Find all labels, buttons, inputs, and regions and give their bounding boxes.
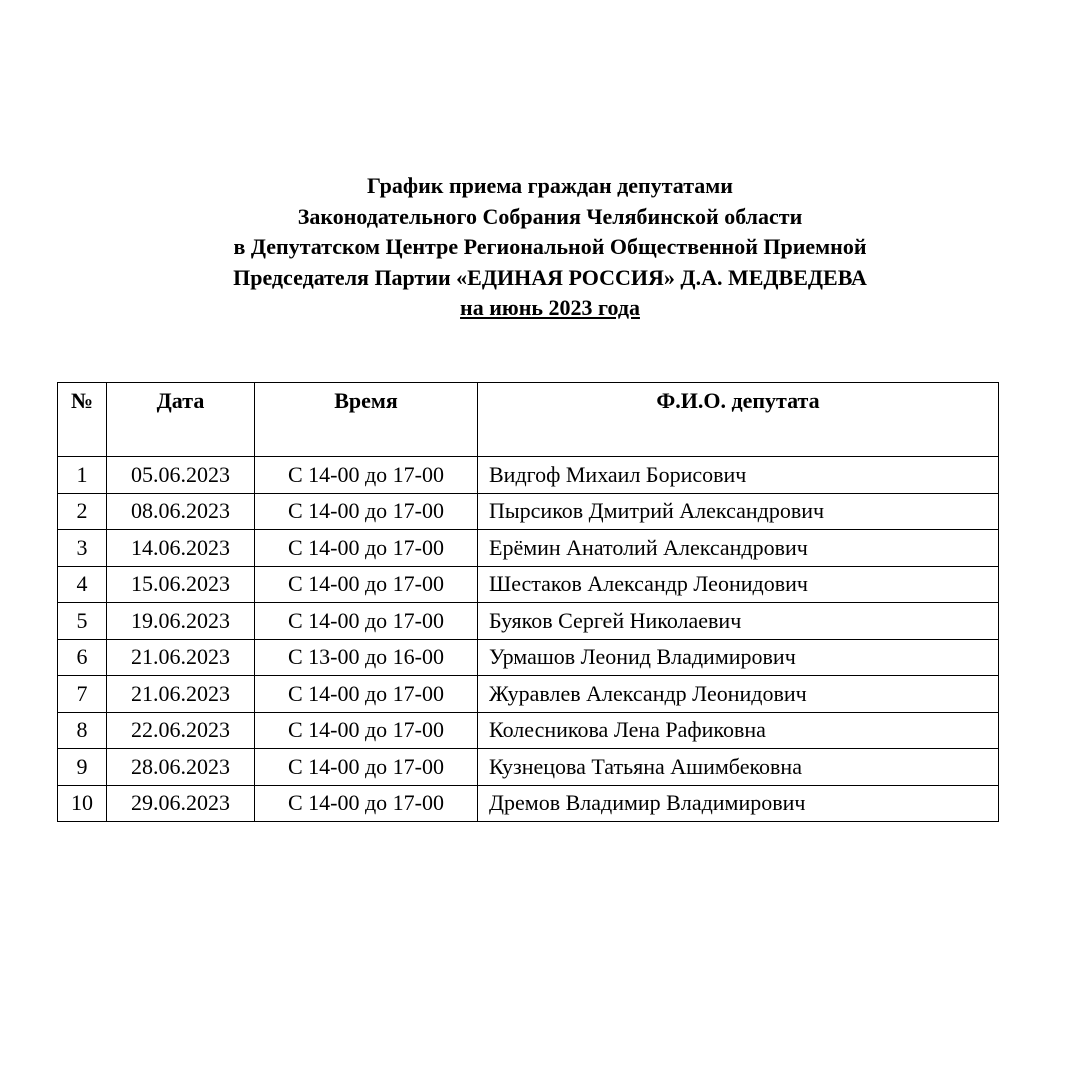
- document-header: [0, 171, 1080, 324]
- row-date: 21.06.2023: [107, 676, 255, 713]
- table-header-row: [58, 383, 999, 457]
- table-row: [58, 493, 999, 530]
- row-date: 28.06.2023: [107, 749, 255, 786]
- row-number: 9: [58, 749, 107, 786]
- table-row: [58, 457, 999, 494]
- row-number: 10: [58, 785, 107, 822]
- table-row: [58, 785, 999, 822]
- table-row: [58, 530, 999, 567]
- row-deputy-name: Журавлев Александр Леонидович: [478, 676, 999, 713]
- row-deputy-name: Колесникова Лена Рафиковна: [478, 712, 999, 749]
- row-time: С 14-00 до 17-00: [255, 566, 478, 603]
- row-number: 1: [58, 457, 107, 494]
- table-row: [58, 749, 999, 786]
- row-time: С 14-00 до 17-00: [255, 749, 478, 786]
- row-date: 14.06.2023: [107, 530, 255, 567]
- row-deputy-name: Дремов Владимир Владимирович: [478, 785, 999, 822]
- row-number: 8: [58, 712, 107, 749]
- row-date: 29.06.2023: [107, 785, 255, 822]
- row-time: С 13-00 до 16-00: [255, 639, 478, 676]
- table-row: [58, 639, 999, 676]
- row-deputy-name: Ерёмин Анатолий Александрович: [478, 530, 999, 567]
- row-time: С 14-00 до 17-00: [255, 530, 478, 567]
- row-time: С 14-00 до 17-00: [255, 712, 478, 749]
- row-time: С 14-00 до 17-00: [255, 493, 478, 530]
- header-period: на июнь 2023 года: [460, 295, 640, 320]
- schedule-table: [57, 382, 999, 822]
- table-row: [58, 712, 999, 749]
- row-time: С 14-00 до 17-00: [255, 457, 478, 494]
- row-deputy-name: Видгоф Михаил Борисович: [478, 457, 999, 494]
- header-line-2: Законодательного Собрания Челябинской области: [297, 203, 803, 229]
- column-header-number: №: [58, 383, 107, 457]
- table-row: [58, 566, 999, 603]
- row-date: 21.06.2023: [107, 639, 255, 676]
- row-deputy-name: Урмашов Леонид Владимирович: [478, 639, 999, 676]
- row-date: 08.06.2023: [107, 493, 255, 530]
- column-header-date: Дата: [107, 383, 255, 457]
- row-number: 7: [58, 676, 107, 713]
- row-date: 19.06.2023: [107, 603, 255, 640]
- row-deputy-name: Буяков Сергей Николаевич: [478, 603, 999, 640]
- row-date: 15.06.2023: [107, 566, 255, 603]
- row-date: 05.06.2023: [107, 457, 255, 494]
- row-time: С 14-00 до 17-00: [255, 676, 478, 713]
- row-number: 2: [58, 493, 107, 530]
- header-line-4: Председателя Партии «ЕДИНАЯ РОССИЯ» Д.А. МЕДВЕДЕВА: [233, 264, 867, 290]
- row-deputy-name: Кузнецова Татьяна Ашимбековна: [478, 749, 999, 786]
- header-period-line: [0, 293, 1080, 324]
- row-number: 6: [58, 639, 107, 676]
- row-number: 3: [58, 530, 107, 567]
- row-date: 22.06.2023: [107, 712, 255, 749]
- header-line-1: График приема граждан депутатами: [367, 173, 733, 198]
- row-time: С 14-00 до 17-00: [255, 603, 478, 640]
- column-header-name: Ф.И.О. депутата: [478, 383, 999, 457]
- row-number: 5: [58, 603, 107, 640]
- row-deputy-name: Шестаков Александр Леонидович: [478, 566, 999, 603]
- row-time: С 14-00 до 17-00: [255, 785, 478, 822]
- header-line-3: в Депутатском Центре Региональной Общественной Приемной: [233, 234, 867, 259]
- row-number: 4: [58, 566, 107, 603]
- column-header-time: Время: [255, 383, 478, 457]
- table-row: [58, 676, 999, 713]
- row-deputy-name: Пырсиков Дмитрий Александрович: [478, 493, 999, 530]
- table-row: [58, 603, 999, 640]
